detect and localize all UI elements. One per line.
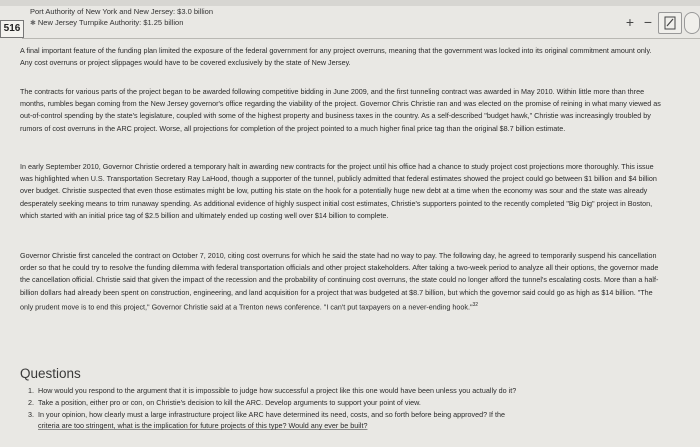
- paragraph-cancellation: Governor Christie first canceled the contract on October 7, 2010, citing cost overruns for which he said the state had no way to pay. The following day, he agreed to temporarily suspend his cancellation order so that he could try to resolve the funding dilemma with federal transportation officials and other project stakeholders. After taking a two-week period to analyze all their options, the governor made the cancellation official. Christie said that given the impact of the recession and the probability of continuing cost overruns, the state could no longer afford the tunnel's escalating costs. More than a half-billion dollars had already been spent on construction, engineering, and land acquisition for a project that was budgeted at $8.7 billion, but which the governor said could go as high as $14 billion. "The only prudent move is to end this project," Governor Christie said at a Trenton news conference. "I can't put taxpayers on a never-ending hook."$^{32}$: [20, 251, 659, 312]
- star-icon: ✱: [30, 20, 36, 27]
- paragraph-halt: In early September 2010, Governor Christie ordered a temporary halt in awarding new contracts for the project until his office had a chance to study project cost projections more thoroughly. This issue was highlighted when U.S. Transportation Secretary Ray LaHood, though a supporter of the tunnel, publicly admitted that federal estimates showed the project could go between $1 billion and $4 billion over budget. Christie suspected that even those estimates might be low, putting his state on the hook for a potentially huge new debt at a time when the economy was sour and the state was already desperately seeking means to trim runaway spending. As additional evidence of highly suspect initial cost estimates, Christie's supporters pointed to the recently completed "Big Dig" project in Boston, which started with an initial price tag of $2.5 billion and ultimately ended up costing well over $14 billion to complete.: [20, 162, 657, 220]
- edit-button[interactable]: [658, 12, 682, 34]
- questions-heading: Questions: [20, 366, 81, 381]
- question-item: 2. Take a position, either pro or con, on Christie's decision to kill the ARC. Develop arguments to support your point of view.: [28, 397, 421, 407]
- paragraph-funding-feature: A final important feature of the funding plan limited the exposure of the federal government for any project overruns, meaning that the government was locked into its original commitment amount only. Any cost overruns or project slippages would have to be covered exclusively by the state of New Jersey.: [20, 46, 652, 68]
- zoom-in-button[interactable]: +: [625, 14, 635, 30]
- question-item: 1. How would you respond to the argument that it is impossible to judge how successful a project like this one would have been unless you actually do it?: [28, 386, 517, 395]
- note-line: ✱ New Jersey Turnpike Authority: $1.25 billion: [30, 18, 184, 27]
- edit-icon: [664, 16, 676, 30]
- more-button[interactable]: [684, 12, 700, 34]
- paragraph-contracts: The contracts for various parts of the project began to be awarded following competitive bidding in June 2009, and the first tunneling contract was awarded in May 2010. Within little more than three months, rumbles began coming from the New Jersey governor's office regarding the viability of the project. Governor Chris Christie ran and was elected on the promise of reining in what many viewed as out-of-control spending by the state's legislature, coupled with some of the highest property and business taxes in the country. As a self-described "budget hawk," Christie was increasingly troubled by rumors of cost overruns in the ARC project. Worse, all projections for completion of the project pointed to a much higher final price tag than the original $8.7 billion estimate.: [20, 87, 661, 133]
- zoom-out-button[interactable]: −: [643, 14, 653, 30]
- questions-list: [22, 385, 682, 432]
- footnote-marker: 32: [472, 301, 479, 308]
- question-continuation: criteria are too stringent, what is the implication for future projects of this type? Would any ever be built?: [38, 421, 368, 431]
- page-number-badge: 516: [0, 20, 24, 38]
- header-divider: [22, 38, 700, 39]
- note-line: Port Authority of New York and New Jersey: $3.0 billion: [30, 7, 214, 16]
- viewer-toolbar: [620, 12, 700, 36]
- funding-notes: [30, 6, 213, 29]
- question-item: 3. In your opinion, how clearly must a large infrastructure project like ARC have determined its need, costs, and so forth before being approved? If the: [28, 409, 506, 419]
